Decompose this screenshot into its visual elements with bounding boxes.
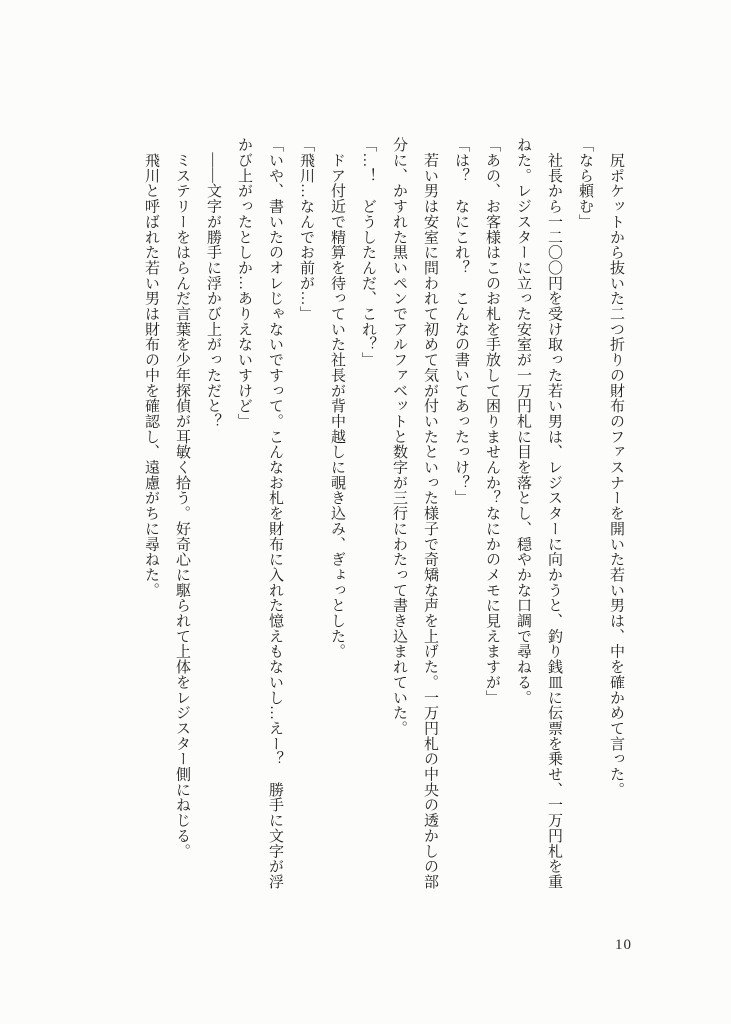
vertical-text-block bbox=[135, 137, 631, 891]
paragraph-dialogue: 「なら頼む」 bbox=[577, 137, 593, 230]
paragraph-narrative: 社長から一二〇〇円を受け取った若い男は、レジスターに向かうと、釣り銭皿に伝票を乗せ、一万円札を重ねた。レジスターに立った安室が一万円札に目を落とし、穏やかな口調で尋ねる。 bbox=[515, 137, 562, 890]
paragraph-dialogue: 「…！ どうしたんだ、これ？」 bbox=[360, 137, 376, 368]
paragraph-monologue: ――文字が勝手に浮かび上がっただと？ bbox=[205, 137, 221, 429]
paragraph-narrative: 尻ポケットから抜いた二つ折りの財布のファスナーを開いた若い男は、中を確かめて言った。 bbox=[608, 137, 624, 798]
paragraph-narrative: 若い男は安室に問われて初めて気が付いたといった様子で奇矯な声を上げた。一万円札の中央の透かしの部分に、かすれた黒いペンでアルファベットと数字が三行にわたって書き込まれていた。 bbox=[391, 137, 438, 890]
paragraph-narrative: ドア付近で精算を待っていた社長が背中越しに覗き込み、ぎょっとした。 bbox=[329, 137, 345, 659]
page-number: 10 bbox=[615, 937, 632, 953]
paragraph-dialogue: 「飛川…なんでお前が…」 bbox=[298, 137, 314, 322]
paragraph-dialogue: 「あの、お客様はこのお札を手放して困りませんか？なにかのメモに見えますが」 bbox=[484, 137, 500, 705]
paragraph-narrative: ミステリーをはらんだ言葉を少年探偵が耳敏く拾う。好奇心に駆られて上体をレジスター側にねじる。 bbox=[174, 137, 190, 859]
paragraph-dialogue: 「は？ なにこれ？ こんなの書いてあったっけ？」 bbox=[453, 137, 469, 506]
paragraph-dialogue: 「いや、書いたのオレじゃないですって。こんなお札を財布に入れた憶えもないし…えー？ 勝手に文字が浮かび上がったとしか…ありえないすけど」 bbox=[236, 137, 283, 890]
paragraph-narrative: 飛川と呼ばれた若い男は財布の中を確認し、遠慮がちに尋ねた。 bbox=[143, 137, 159, 598]
